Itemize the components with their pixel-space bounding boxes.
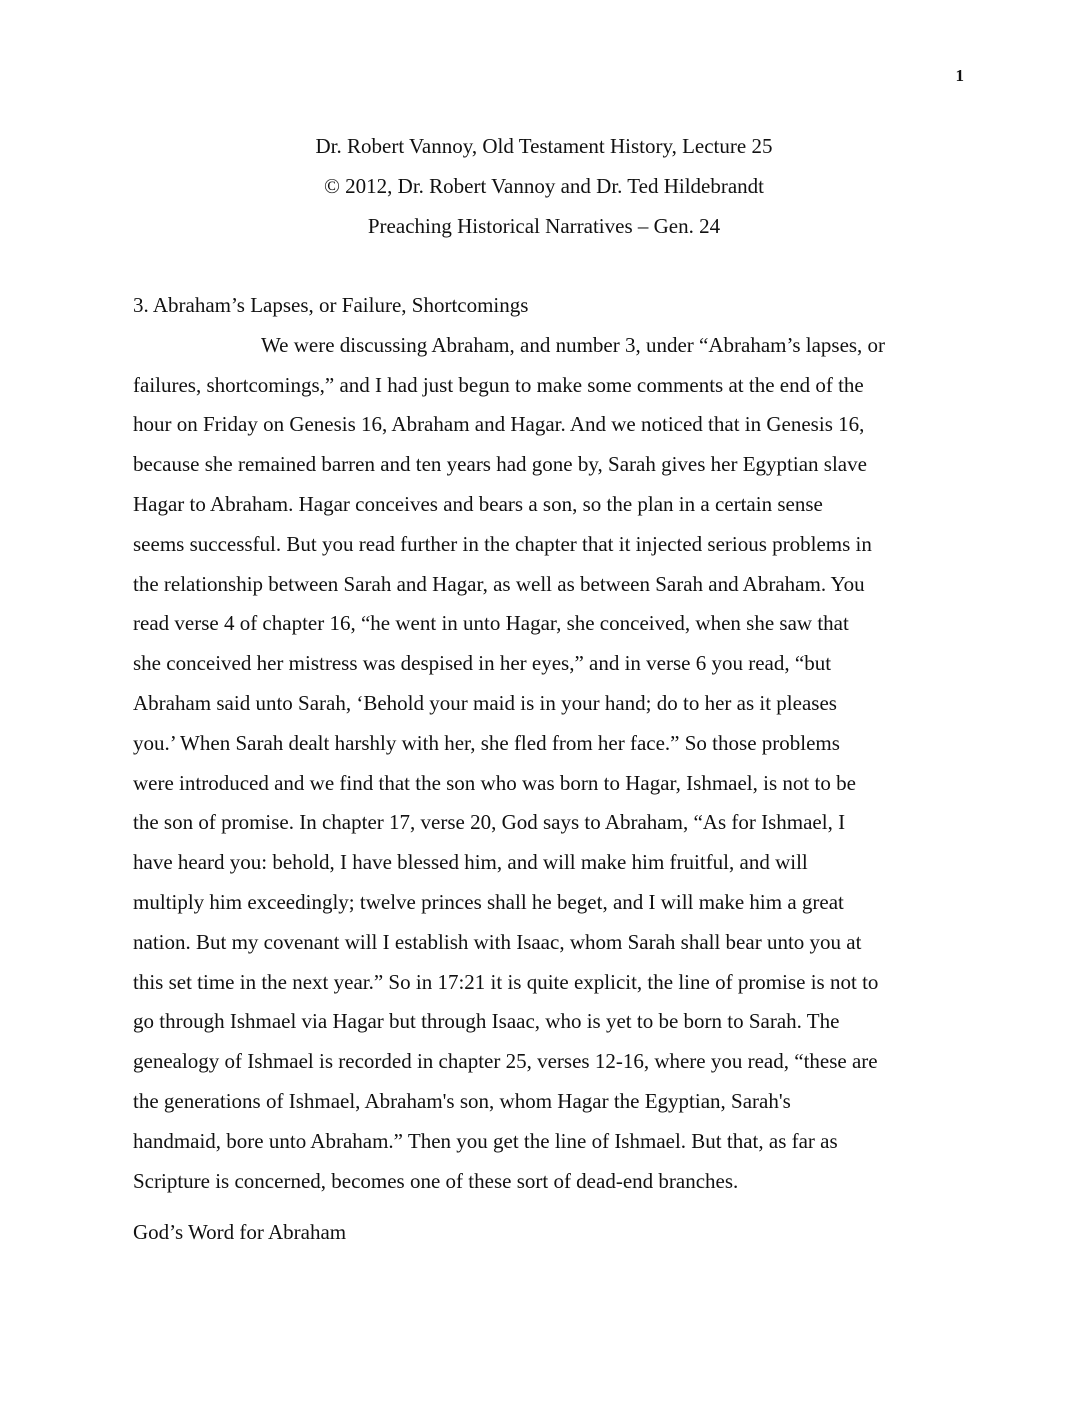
paragraph-line: you.’ When Sarah dealt harshly with her, she fled from her face.” So those problems — [133, 730, 840, 755]
header-copyright-line: © 2012, Dr. Robert Vannoy and Dr. Ted Hildebrandt — [323, 174, 765, 198]
paragraph-line: hour on Friday on Genesis 16, Abraham and Hagar. And we noticed that in Genesis 16, — [133, 412, 865, 437]
page-number: 1 — [955, 66, 964, 85]
subheading: God’s Word for Abraham — [133, 1220, 347, 1244]
paragraph-line: she conceived her mistress was despised in her eyes,” and in verse 6 you read, “but — [133, 651, 832, 676]
header-subtitle-line: Preaching Historical Narratives – Gen. 24 — [367, 214, 721, 238]
paragraph-line: the generations of Ishmael, Abraham's son, whom Hagar the Egyptian, Sarah's — [133, 1088, 791, 1113]
paragraph-line: Hagar to Abraham. Hagar conceives and bears a son, so the plan in a certain sense — [133, 491, 823, 516]
paragraph-line: read verse 4 of chapter 16, “he went in unto Hagar, she conceived, when she saw that — [133, 611, 849, 636]
paragraph-line: genealogy of Ishmael is recorded in chapter 25, verses 12-16, where you read, “these are — [133, 1049, 878, 1074]
paragraph-line: failures, shortcomings,” and I had just begun to make some comments at the end of the — [133, 372, 864, 397]
paragraph-line: Abraham said unto Sarah, ‘Behold your maid is in your hand; do to her as it pleases — [133, 690, 837, 715]
paragraph-line: have heard you: behold, I have blessed him, and will make him fruitful, and will — [133, 850, 808, 875]
paragraph-line: nation. But my covenant will I establish with Isaac, whom Sarah shall bear unto you at — [133, 929, 862, 954]
paragraph-line: handmaid, bore unto Abraham.” Then you get the line of Ishmael. But that, as far as — [133, 1128, 838, 1153]
paragraph-line: go through Ishmael via Hagar but through Isaac, who is yet to be born to Sarah. The — [133, 1009, 840, 1034]
paragraph-line: because she remained barren and ten years had gone by, Sarah gives her Egyptian slave — [133, 452, 867, 477]
paragraph-line: the son of promise. In chapter 17, verse 20, God says to Abraham, “As for Ishmael, I — [133, 810, 846, 835]
paragraph-line: multiply him exceedingly; twelve princes shall he beget, and I will make him a great — [133, 889, 844, 914]
paragraph-line: were introduced and we find that the son who was born to Hagar, Ishmael, is not to be — [133, 770, 856, 795]
paragraph — [133, 326, 959, 1202]
paragraph-line: this set time in the next year.” So in 17:21 it is quite explicit, the line of promise is not to — [133, 969, 879, 994]
section-heading: 3. Abraham’s Lapses, or Failure, Shortcomings — [133, 293, 529, 317]
paragraph-line: We were discussing Abraham, and number 3, under “Abraham’s lapses, or — [261, 332, 886, 357]
paragraph-line: Scripture is concerned, becomes one of these sort of dead-end branches. — [133, 1168, 739, 1193]
document-header — [0, 126, 1088, 246]
body-text — [133, 286, 959, 1201]
paragraph-line: the relationship between Sarah and Hagar, as well as between Sarah and Abraham. You — [133, 571, 865, 596]
paragraph-line: seems successful. But you read further in the chapter that it injected serious problems in — [133, 531, 872, 556]
header-title-line: Dr. Robert Vannoy, Old Testament History, Lecture 25 — [315, 134, 773, 158]
